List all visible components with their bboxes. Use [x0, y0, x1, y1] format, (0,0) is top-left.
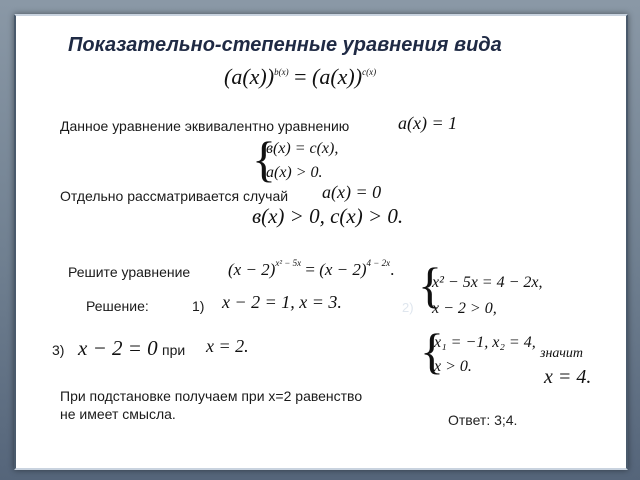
solve-text: Решите уравнение	[68, 264, 191, 280]
pri-text: при	[162, 342, 186, 358]
task-end: .	[390, 260, 395, 279]
general-base-left: (a(x))	[224, 64, 275, 89]
separately-case: a(x) = 0	[322, 182, 382, 202]
pri-math: x = 2.	[206, 336, 249, 356]
separately-text: Отдельно рассматривается случай	[60, 188, 289, 204]
page-title: Показательно-степенные уравнения вида	[68, 34, 502, 56]
solution-label: Решение:	[86, 298, 149, 314]
task-eq: =	[305, 260, 315, 279]
slide	[14, 14, 628, 470]
system3-brace: {	[420, 323, 444, 379]
task-exp-left: x² − 5x	[275, 258, 302, 268]
equivalent-case: a(x) = 1	[398, 113, 458, 133]
substitution-line2: не имеет смысла.	[60, 406, 176, 422]
system2-line2: x − 2 > 0,	[432, 300, 497, 317]
task-left: (x − 2)	[228, 260, 276, 279]
condition-line: в(x) > 0, c(x) > 0.	[252, 204, 404, 228]
step1-math: x − 2 = 1, x = 3.	[222, 292, 342, 312]
system3-line1: x₁ = −1, x₂ = 4,	[434, 334, 536, 351]
system2-line1: x² − 5x = 4 − 2x,	[432, 274, 543, 291]
general-exp-right: c(x)	[362, 67, 377, 77]
step2-label: 2)	[402, 300, 414, 315]
equivalent-text: Данное уравнение эквивалентно уравнению	[60, 118, 350, 134]
system1-line2: a(x) > 0.	[266, 164, 323, 181]
general-exp-left: b(x)	[274, 67, 289, 77]
task-equation	[228, 260, 394, 280]
step1-label: 1)	[192, 298, 205, 314]
system2-brace: {	[418, 257, 442, 313]
znachit-text: значит	[540, 346, 584, 361]
task-exp-right: 4 − 2x	[366, 258, 391, 268]
answer-text: Ответ: 3;4.	[448, 412, 518, 428]
step3-label: 3)	[52, 342, 65, 358]
substitution-line1: При подстановке получаем при х=2 равенство	[60, 388, 363, 404]
general-equation	[224, 64, 376, 90]
general-base-right: (a(x))	[312, 64, 363, 89]
step3-result: x = 4.	[544, 366, 592, 388]
system1-line1: в(x) = c(x),	[266, 140, 339, 157]
system1-brace: {	[252, 131, 276, 187]
general-eq: =	[294, 64, 307, 89]
step3-math: x − 2 = 0	[78, 336, 158, 360]
system3-line2: x > 0.	[434, 358, 472, 375]
task-right: (x − 2)	[319, 260, 367, 279]
